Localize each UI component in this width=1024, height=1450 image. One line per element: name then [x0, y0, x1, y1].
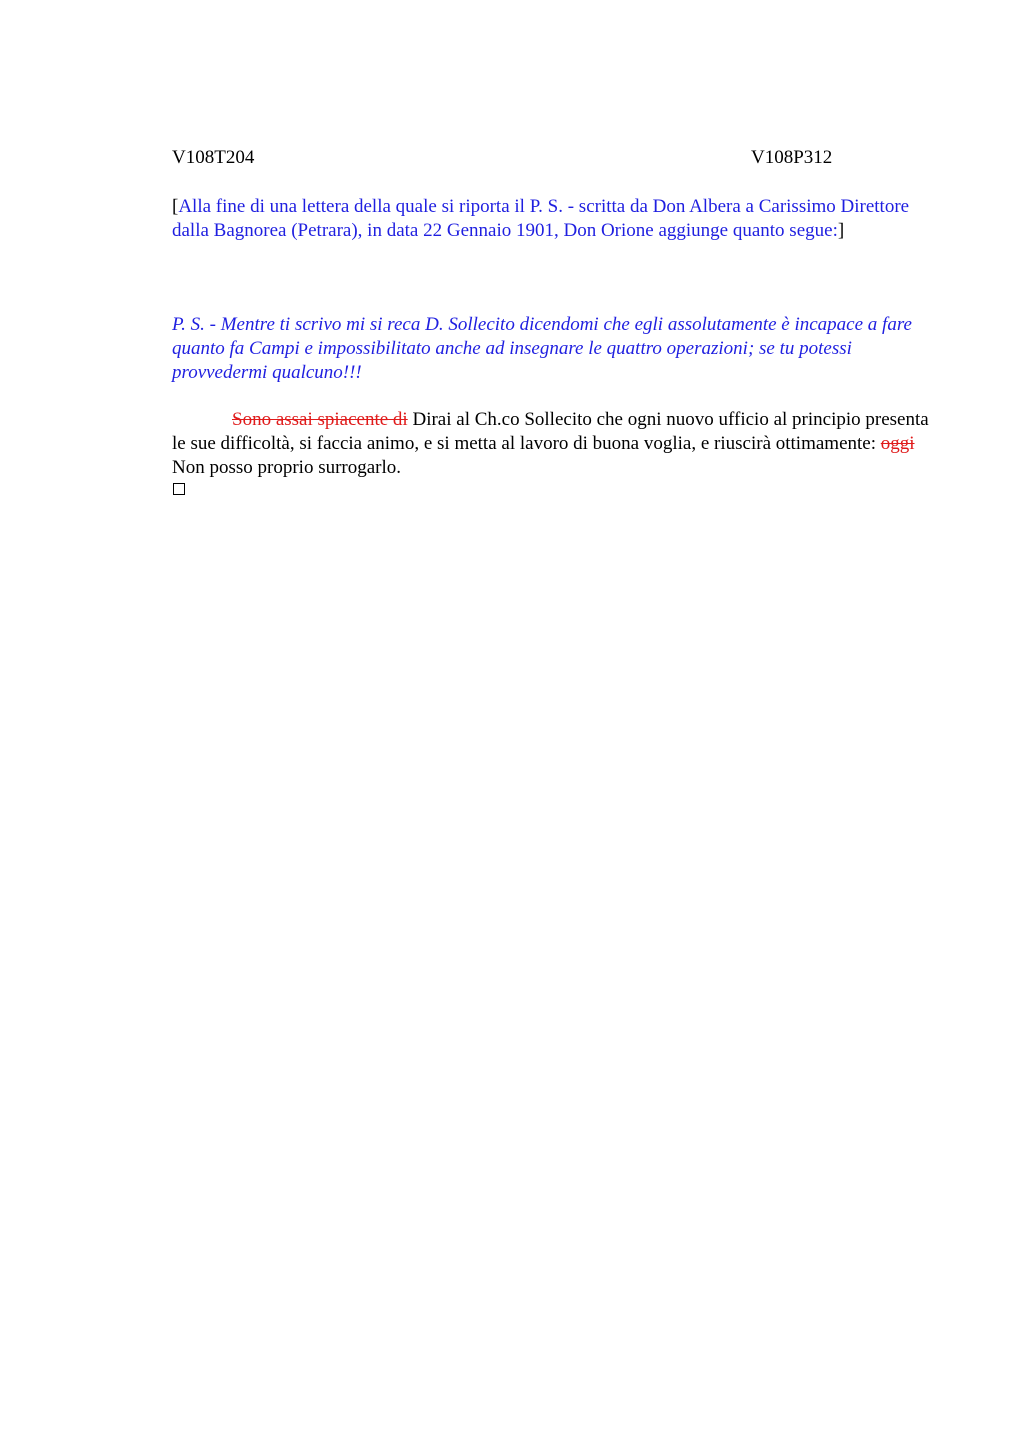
deleted-text-1: Sono assai spiacente di — [232, 409, 408, 430]
reply-text-2: Non posso proprio surrogarlo. — [172, 457, 402, 478]
editorial-note — [172, 195, 932, 242]
reply-paragraph — [172, 408, 932, 480]
postscript-paragraph: P. S. - Mentre ti scrivo mi si reca D. Sollecito dicendomi che egli assolutamente è incapace a fare quanto fa Campi e impossibilitato anche ad insegnare le quattro operazioni; se tu potessi provvedermi qualcuno!!! — [172, 314, 912, 383]
editorial-note-open-bracket: [ — [172, 196, 179, 217]
editorial-note-close-bracket: ] — [837, 219, 845, 241]
editorial-note-text: Alla fine di una lettera della quale si riporta il P. S. - scritta da Don Albera a Carissimo Direttore dalla Bagnorea (Petrara), in data 22 Gennaio 1901, Don Orione aggiunge quanto segue: — [172, 196, 910, 241]
document-code-right: V108P312 — [751, 147, 833, 168]
square-outline-icon — [173, 483, 185, 495]
reply-text-1: Dirai al Ch.co Sollecito che ogni nuovo ufficio al principio presenta le sue difficoltà, si faccia animo, e si metta al lavoro di buona voglia, e riuscirà ottimamente: — [172, 409, 929, 454]
document-code-left: V108T204 — [172, 147, 255, 168]
deleted-text-2: oggi — [880, 433, 915, 454]
